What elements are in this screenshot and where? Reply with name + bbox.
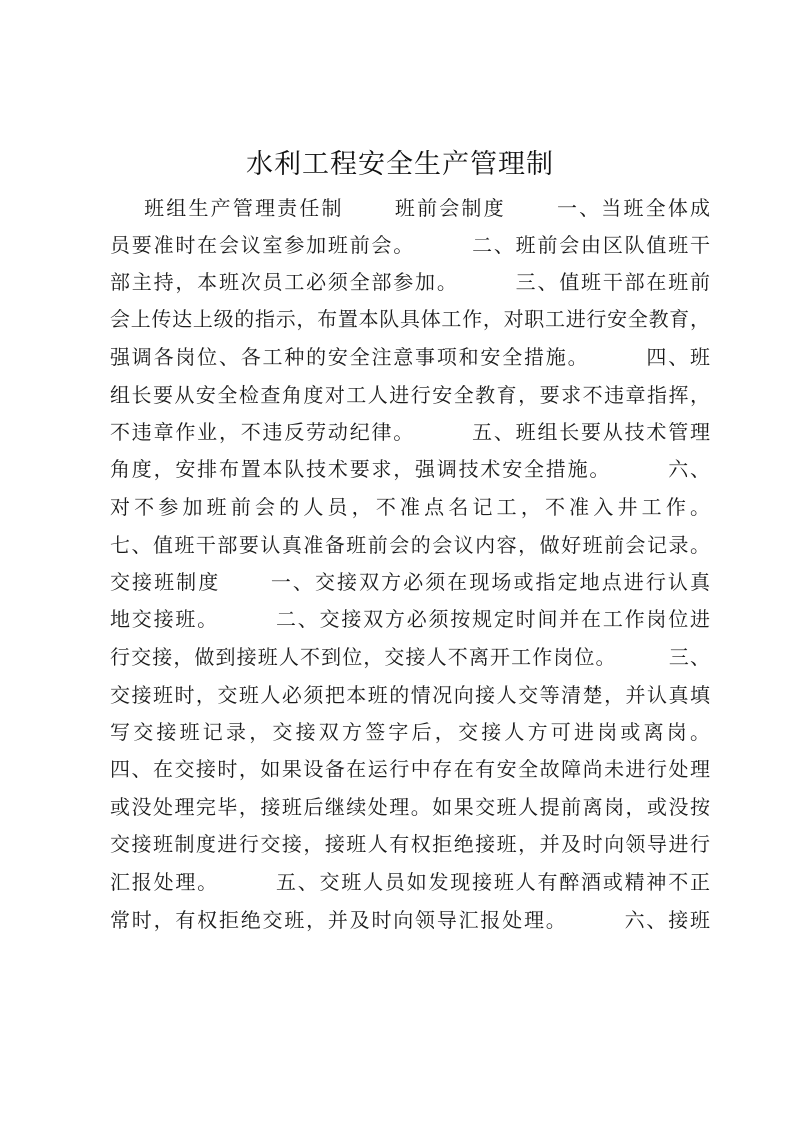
body-line: 四、在交接时，如果设备在运行中存在有安全故障尚未进行处理 — [110, 757, 710, 781]
body-line: 地交接班。 二、交接双方必须按规定时间并在工作岗位进 — [110, 607, 710, 631]
body-line: 交接班制度 一、交接双方必须在现场或指定地点进行认真 — [110, 570, 710, 594]
body-line: 角度，安排布置本队技术要求，强调技术安全措施。 六、 — [110, 457, 710, 481]
body-line: 部主持，本班次员工必须全部参加。 三、值班干部在班前 — [110, 270, 710, 294]
body-line: 对不参加班前会的人员，不准点名记工，不准入井工作。 — [110, 495, 710, 519]
document-title: 水利工程安全生产管理制 — [246, 149, 554, 180]
body-line: 组长要从安全检查角度对工人进行安全教育，要求不违章指挥， — [110, 383, 710, 407]
body-line: 写交接班记录，交接双方签字后，交接人方可进岗或离岗。 — [110, 720, 710, 744]
body-line: 会上传达上级的指示，布置本队具体工作，对职工进行安全教育， — [110, 307, 710, 331]
body-line: 或没处理完毕，接班后继续处理。如果交班人提前离岗，或没按 — [110, 795, 710, 819]
body-line: 班组生产管理责任制 班前会制度 一、当班全体成 — [110, 196, 710, 220]
body-line: 行交接，做到接班人不到位，交接人不离开工作岗位。 三、 — [110, 645, 710, 669]
body-line: 七、值班干部要认真准备班前会的会议内容，做好班前会记录。 — [110, 533, 710, 557]
body-line: 员要准时在会议室参加班前会。 二、班前会由区队值班干 — [110, 233, 710, 257]
body-line: 汇报处理。 五、交班人员如发现接班人有醉酒或精神不正 — [110, 870, 710, 894]
body-line: 不违章作业，不违反劳动纪律。 五、班组长要从技术管理 — [110, 420, 710, 444]
body-line: 常时，有权拒绝交班，并及时向领导汇报处理。 六、接班 — [110, 908, 710, 932]
body-line: 强调各岗位、各工种的安全注意事项和安全措施。 四、班 — [110, 345, 710, 369]
body-line: 交接班时，交班人必须把本班的情况向接人交等清楚，并认真填 — [110, 683, 710, 707]
body-line: 交接班制度进行交接，接班人有权拒绝接班，并及时向领导进行 — [110, 832, 710, 856]
